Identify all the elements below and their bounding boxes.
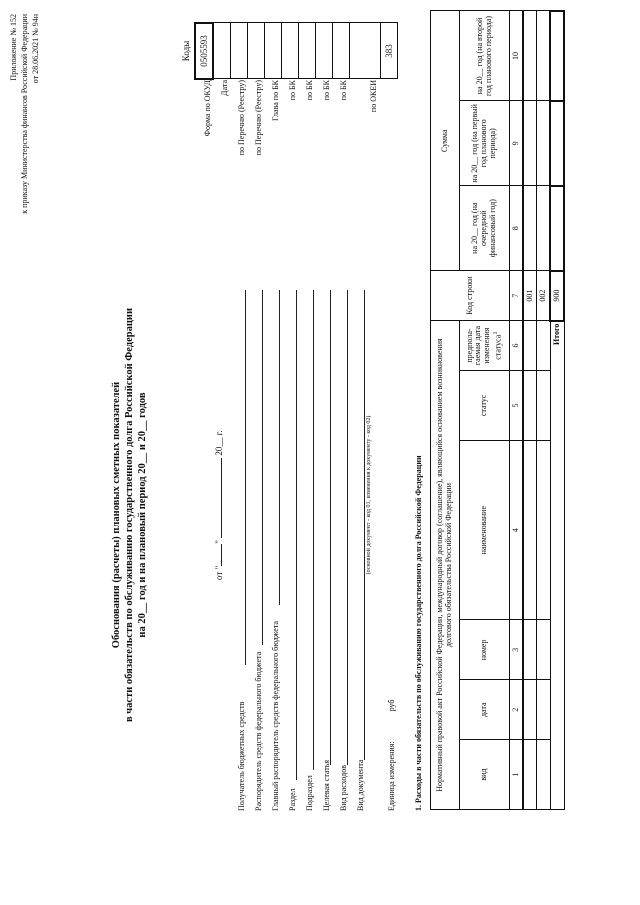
date-line <box>214 430 224 580</box>
col-number-header: номер <box>460 620 510 680</box>
label-bk-3: по БК <box>322 80 331 101</box>
date-prefix: от " <box>214 565 224 580</box>
col-num-10: 10 <box>510 11 524 101</box>
label-glava: Глава по БК <box>271 80 280 121</box>
col-status-header: статус <box>460 371 510 441</box>
form-title <box>110 275 149 755</box>
row-code-001: 001 <box>523 271 537 321</box>
label-doc-type: Вид документа <box>356 759 365 811</box>
col-num-8: 8 <box>510 186 524 271</box>
label-reestr-2: по Перечню (Реестру) <box>254 80 263 156</box>
summa-header: Сумма <box>431 11 460 271</box>
label-okud: Форма по ОКУД <box>203 80 212 137</box>
col-num-9: 9 <box>510 101 524 186</box>
codes-table <box>178 22 398 80</box>
label-target-article: Целевая статья <box>322 759 331 811</box>
label-reestr-1: по Перечню (Реестру) <box>237 80 246 156</box>
label-bk-1: по БК <box>288 80 297 101</box>
table-row <box>537 11 551 810</box>
label-empty <box>352 80 365 155</box>
date-suffix: 20__ г. <box>214 430 224 456</box>
label-distributor: Распорядитель средств федерального бюджета <box>254 651 263 811</box>
group-header: Нормативный правовой акт Российской Федерации, международный договор (соглашение), являющийся основанием возникновения долгового обязательства Российской Федерации <box>431 321 460 810</box>
title-line-2: в части обязательств по обслуживанию государственного долга Российской Федерации <box>124 307 135 723</box>
left-labels <box>233 621 369 811</box>
unit-row <box>387 700 396 811</box>
label-section: Раздел <box>288 788 297 811</box>
okei-code: 383 <box>381 23 398 79</box>
label-expense-type: Вид расходов <box>339 765 348 811</box>
codes-header: Коды <box>181 40 191 62</box>
doc-type-note: (основной документ - код 01, изменения к документу - код 02) <box>366 415 372 575</box>
okud-code: 0505593 <box>195 23 213 79</box>
title-line-1: Обоснования (расчеты) плановых сметных показателей <box>111 381 122 649</box>
col-num-3: 3 <box>510 620 524 680</box>
label-okei: по ОКЕИ <box>369 80 378 113</box>
col-num-4: 4 <box>510 440 524 620</box>
appendix-line-2: к приказу Министерства финансов Российской Федерации <box>20 14 29 214</box>
col-num-5: 5 <box>510 371 524 441</box>
col-planned-date-sup: 1 <box>491 331 499 335</box>
col-planned-date-text: предпола-гаемая дата изменения статуса <box>464 325 503 366</box>
label-date: Дата <box>220 80 229 96</box>
label-bk-4: по БК <box>339 80 348 101</box>
col-num-2: 2 <box>510 680 524 740</box>
unit-value: руб <box>387 699 396 712</box>
col-year2-header: на 20__ год (на первый год планового периода) <box>460 101 510 186</box>
label-bk-2: по БК <box>305 80 314 101</box>
col-name-header: наименование <box>460 440 510 620</box>
col-num-7: 7 <box>510 271 524 321</box>
appendix-line-3: от 28.06.2021 № 94н <box>31 14 40 84</box>
right-labels <box>199 80 382 155</box>
total-row <box>550 11 564 810</box>
col-vid-header: вид <box>460 740 510 810</box>
appendix-line-1: Приложение № 152 <box>9 14 18 81</box>
total-label: Итого <box>551 323 561 346</box>
date-mid: " <box>214 540 224 544</box>
section-1-heading: 1. Расходы в части обязательств по обслуживанию государственного долга Российской Федерации <box>414 455 423 811</box>
column-numbers-row <box>510 11 524 810</box>
col-num-6: 6 <box>510 321 524 371</box>
row-code-002: 002 <box>537 271 551 321</box>
label-subsection: Подраздел <box>305 775 314 811</box>
col-year1-header: на 20__ год (на очередной финансовый год) <box>460 186 510 271</box>
col-planned-date-header <box>460 321 510 371</box>
expenses-table <box>430 10 565 810</box>
col-date-header: дата <box>460 680 510 740</box>
total-code: 900 <box>550 271 564 321</box>
col-code-header: Код строки <box>431 271 510 321</box>
title-line-3: на 20__ год и на плановый период 20__ и 20__ годов <box>137 392 148 638</box>
col-num-1: 1 <box>510 740 524 810</box>
label-main-distributor: Главный распорядитель средств федерального бюджета <box>271 621 280 811</box>
label-recipient: Получатель бюджетных средств <box>237 701 246 811</box>
appendix-block <box>8 14 41 214</box>
unit-label: Единица измерения: <box>387 741 396 811</box>
col-year3-header: на 20__ год (на второй год планового периода) <box>460 11 510 101</box>
table-row <box>523 11 537 810</box>
